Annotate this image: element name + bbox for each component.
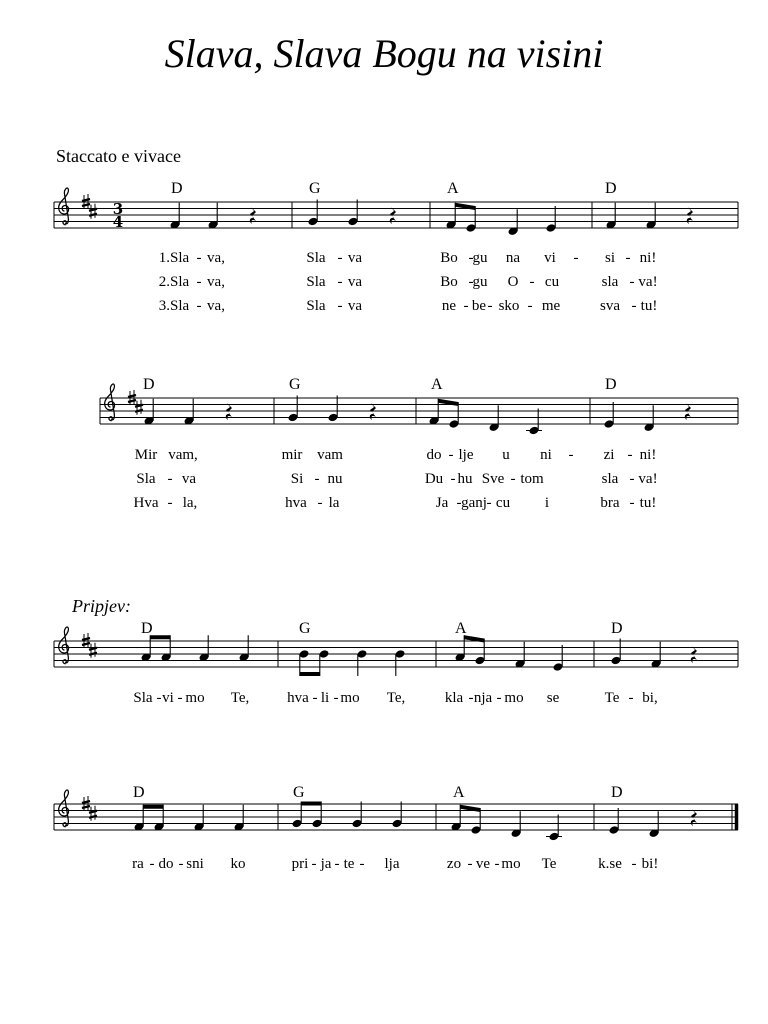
beam bbox=[143, 805, 163, 809]
lyric-syllable: va! bbox=[638, 471, 658, 487]
lyric-syllable: va bbox=[347, 298, 363, 314]
lyric-syllable: ni! bbox=[639, 447, 657, 463]
chord-symbol: A bbox=[455, 620, 467, 637]
lyric-syllable: va! bbox=[638, 274, 658, 290]
lyric-syllable: u bbox=[502, 447, 510, 463]
lyric-syllable: sla bbox=[601, 471, 619, 487]
sharp-icon bbox=[128, 390, 136, 405]
lyric-syllable: - bbox=[312, 690, 318, 706]
lyric-syllable: - bbox=[156, 690, 162, 706]
lyric-syllable: va, bbox=[207, 274, 225, 290]
lyric-syllable: Ja bbox=[435, 495, 449, 511]
chord-symbol: A bbox=[453, 784, 465, 801]
lyric-syllable: Sla bbox=[306, 274, 326, 290]
lyric-syllable: tu! bbox=[640, 298, 658, 314]
lyric-syllable: vi bbox=[162, 690, 174, 706]
sharp-icon bbox=[82, 194, 90, 209]
lyric-syllable: - bbox=[629, 495, 635, 511]
lyric-syllable: - bbox=[486, 495, 492, 511]
lyric-syllable: - bbox=[529, 274, 535, 290]
lyric-syllable: ve bbox=[475, 856, 491, 872]
lyric-syllable: vam bbox=[317, 447, 343, 463]
lyric-syllable: Sla bbox=[133, 690, 153, 706]
lyric-syllable: va bbox=[181, 471, 197, 487]
lyric-syllable: pri bbox=[291, 856, 309, 872]
lyric-syllable: do bbox=[426, 447, 442, 463]
lyric-syllable: - bbox=[631, 856, 637, 872]
lyric-syllable: Sve bbox=[481, 471, 505, 487]
lyric-syllable: Du bbox=[424, 471, 444, 487]
lyric-syllable: - bbox=[314, 471, 320, 487]
lyric-syllable: cu bbox=[495, 495, 511, 511]
lyric-syllable: - bbox=[487, 298, 493, 314]
lyric-syllable: Te, bbox=[230, 690, 250, 706]
chord-symbol: A bbox=[447, 180, 459, 197]
lyric-syllable: - bbox=[334, 856, 340, 872]
lyric-syllable: - bbox=[568, 447, 574, 463]
lyric-syllable: nja bbox=[473, 690, 493, 706]
sharp-icon bbox=[89, 643, 97, 658]
tempo-marking: Staccato e vivace bbox=[56, 146, 181, 166]
lyric-syllable: - bbox=[527, 298, 533, 314]
chord-symbol: D bbox=[605, 376, 617, 393]
lyric-syllable: - bbox=[337, 274, 343, 290]
lyric-syllable: - bbox=[456, 495, 462, 511]
lyric-syllable: be bbox=[471, 298, 487, 314]
chord-symbol: D bbox=[171, 180, 183, 197]
lyric-syllable: - bbox=[468, 274, 474, 290]
lyric-syllable: Sla bbox=[306, 250, 326, 266]
lyric-syllable: Bo bbox=[440, 274, 458, 290]
lyric-syllable: - bbox=[629, 471, 635, 487]
lyric-syllable: - bbox=[167, 495, 173, 511]
sharp-icon bbox=[89, 806, 97, 821]
lyric-syllable: - bbox=[573, 250, 579, 266]
lyric-syllable: - bbox=[167, 471, 173, 487]
lyric-syllable: kla bbox=[444, 690, 464, 706]
treble-clef-icon bbox=[59, 188, 69, 225]
lyric-syllable: 3.Sla bbox=[158, 298, 190, 314]
treble-clef-icon bbox=[59, 790, 69, 827]
lyric-syllable: na bbox=[505, 250, 521, 266]
lyric-syllable: ko bbox=[230, 856, 246, 872]
lyric-syllable: sko bbox=[498, 298, 520, 314]
lyric-syllable: Hva bbox=[133, 495, 159, 511]
chord-symbol: G bbox=[293, 784, 305, 801]
lyric-syllable: mir bbox=[281, 447, 303, 463]
lyric-syllable: tu! bbox=[639, 495, 657, 511]
lyric-syllable: la, bbox=[182, 495, 198, 511]
lyric-syllable: - bbox=[627, 447, 633, 463]
lyric-syllable: sni bbox=[186, 856, 204, 872]
lyric-syllable: - bbox=[467, 856, 473, 872]
lyric-syllable: hva bbox=[287, 690, 309, 706]
lyric-syllable: bra bbox=[600, 495, 620, 511]
lyric-syllable: - bbox=[311, 856, 317, 872]
sharp-icon bbox=[135, 400, 143, 415]
lyric-syllable: tom bbox=[520, 471, 544, 487]
lyric-syllable: Sla bbox=[136, 471, 156, 487]
lyric-syllable: ne bbox=[441, 298, 457, 314]
lyric-syllable: me bbox=[541, 298, 561, 314]
lyric-syllable: - bbox=[337, 250, 343, 266]
lyric-syllable: do bbox=[158, 856, 174, 872]
lyric-syllable: ganj bbox=[461, 495, 487, 511]
time-signature-top: 3 bbox=[112, 200, 124, 218]
lyric-syllable: si bbox=[604, 250, 616, 266]
lyric-syllable: mo bbox=[504, 690, 524, 706]
chord-symbol: D bbox=[605, 180, 617, 197]
lyric-syllable: - bbox=[496, 690, 502, 706]
lyric-syllable: vi bbox=[544, 250, 556, 266]
lyric-syllable: cu bbox=[544, 274, 560, 290]
lyric-syllable: - bbox=[468, 690, 474, 706]
lyric-syllable: Sla bbox=[306, 298, 326, 314]
chord-symbol: D bbox=[143, 376, 155, 393]
lyric-syllable: va bbox=[347, 250, 363, 266]
lyric-syllable: k.se bbox=[598, 856, 622, 872]
lyric-syllable: sva bbox=[600, 298, 620, 314]
lyric-syllable: - bbox=[631, 298, 637, 314]
lyric-syllable: se bbox=[546, 690, 560, 706]
chord-symbol: G bbox=[299, 620, 311, 637]
lyric-syllable: - bbox=[196, 274, 202, 290]
lyric-syllable: va, bbox=[207, 298, 225, 314]
beam bbox=[150, 635, 170, 639]
sharp-icon bbox=[82, 633, 90, 648]
lyric-syllable: Te bbox=[604, 690, 620, 706]
chord-symbol: D bbox=[133, 784, 145, 801]
lyric-syllable: - bbox=[463, 298, 469, 314]
lyric-syllable: mo bbox=[501, 856, 521, 872]
chord-symbol: A bbox=[431, 376, 443, 393]
lyric-syllable: zi bbox=[603, 447, 615, 463]
lyric-syllable: va, bbox=[207, 250, 225, 266]
sharp-icon bbox=[82, 796, 90, 811]
lyric-syllable: Te bbox=[541, 856, 557, 872]
treble-clef-icon bbox=[59, 627, 69, 664]
chord-symbol: G bbox=[289, 376, 301, 393]
lyric-syllable: - bbox=[625, 250, 631, 266]
sharp-icon bbox=[89, 204, 97, 219]
lyric-syllable: gu bbox=[472, 250, 488, 266]
lyric-syllable: - bbox=[333, 690, 339, 706]
lyric-syllable: - bbox=[149, 856, 155, 872]
lyric-syllable: la bbox=[328, 495, 340, 511]
lyric-syllable: - bbox=[628, 690, 634, 706]
lyric-syllable: - bbox=[359, 856, 365, 872]
lyric-syllable: sla bbox=[601, 274, 619, 290]
lyric-syllable: - bbox=[450, 471, 456, 487]
lyric-syllable: - bbox=[468, 250, 474, 266]
lyric-syllable: hu bbox=[457, 471, 473, 487]
beam bbox=[300, 672, 320, 676]
lyric-syllable: bi! bbox=[641, 856, 659, 872]
lyric-syllable: - bbox=[317, 495, 323, 511]
lyric-syllable: bi, bbox=[642, 690, 658, 706]
chord-symbol: D bbox=[611, 620, 623, 637]
time-signature-bottom: 4 bbox=[112, 213, 124, 231]
lyric-syllable: lja bbox=[384, 856, 400, 872]
lyric-syllable: Si bbox=[290, 471, 304, 487]
lyric-syllable: - bbox=[178, 856, 184, 872]
lyric-syllable: Mir bbox=[134, 447, 158, 463]
lyric-syllable: ja bbox=[320, 856, 332, 872]
lyric-syllable: ni! bbox=[639, 250, 657, 266]
lyric-syllable: va bbox=[347, 274, 363, 290]
lyric-syllable: ni bbox=[540, 447, 552, 463]
treble-clef-icon bbox=[105, 384, 115, 421]
lyric-syllable: Bo bbox=[440, 250, 458, 266]
song-title: Slava, Slava Bogu na visini bbox=[164, 31, 604, 76]
lyric-syllable: - bbox=[629, 274, 635, 290]
lyric-syllable: - bbox=[337, 298, 343, 314]
chord-symbol: D bbox=[611, 784, 623, 801]
lyric-syllable: ra bbox=[132, 856, 144, 872]
chord-symbol: G bbox=[309, 180, 321, 197]
lyric-syllable: li bbox=[320, 690, 330, 706]
lyric-syllable: - bbox=[510, 471, 516, 487]
lyric-syllable: i bbox=[544, 495, 550, 511]
lyric-syllable: - bbox=[448, 447, 454, 463]
lyric-syllable: - bbox=[177, 690, 183, 706]
lyric-syllable: - bbox=[196, 298, 202, 314]
lyric-syllable: mo bbox=[340, 690, 360, 706]
lyric-syllable: gu bbox=[472, 274, 488, 290]
lyric-syllable: O bbox=[507, 274, 519, 290]
lyric-syllable: - bbox=[196, 250, 202, 266]
beam bbox=[301, 802, 321, 806]
lyric-syllable: te bbox=[343, 856, 355, 872]
lyric-syllable: hva bbox=[285, 495, 307, 511]
lyric-syllable: vam, bbox=[168, 447, 198, 463]
lyric-syllable: Te, bbox=[386, 690, 406, 706]
chorus-label: Pripjev: bbox=[72, 596, 131, 616]
lyric-syllable: 1.Sla bbox=[158, 250, 190, 266]
lyric-syllable: - bbox=[494, 856, 500, 872]
chord-symbol: D bbox=[141, 620, 153, 637]
lyric-syllable: lje bbox=[458, 447, 474, 463]
lyric-syllable: zo bbox=[446, 856, 462, 872]
lyric-syllable: nu bbox=[327, 471, 343, 487]
lyric-syllable: 2.Sla bbox=[158, 274, 190, 290]
lyric-syllable: mo bbox=[185, 690, 205, 706]
